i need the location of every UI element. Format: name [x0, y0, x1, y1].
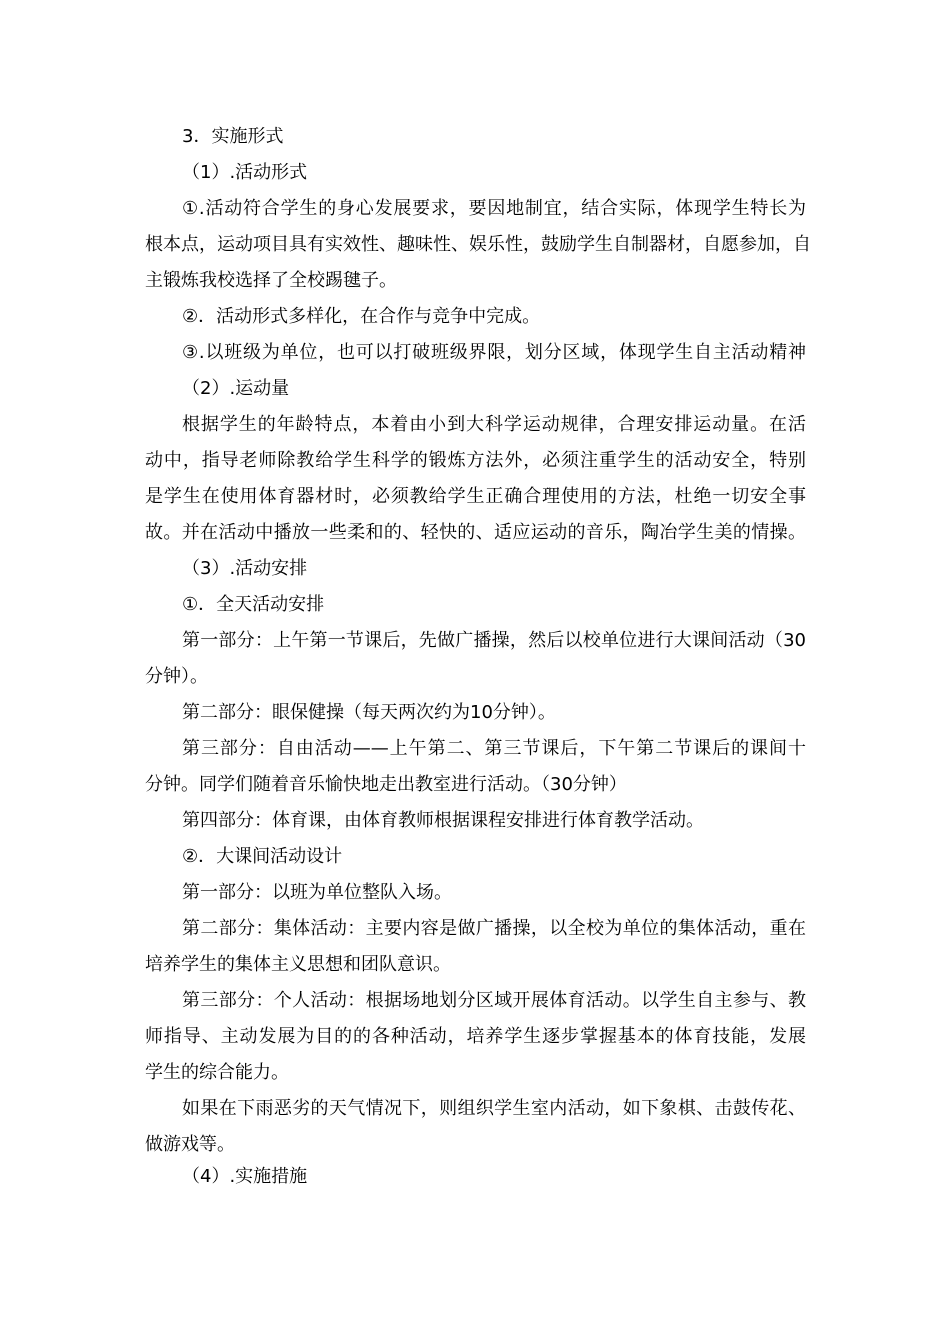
- text-line: （3）.活动安排: [182, 558, 308, 579]
- paragraph-line: [0, 737, 950, 761]
- text-line: ②．活动形式多样化，在合作与竞争中完成。: [182, 306, 541, 327]
- paragraph-line: [0, 233, 950, 257]
- text-line: 第四部分：体育课，由体育教师根据课程安排进行体育教学活动。: [182, 810, 704, 831]
- paragraph-line: [0, 341, 950, 365]
- paragraph-line: [0, 881, 950, 905]
- text-line: 根据学生的年龄特点，本着由小到大科学运动规律，合理安排运动量。在活: [182, 414, 806, 435]
- paragraph-line: [0, 1133, 950, 1157]
- text-line: ③.以班级为单位，也可以打破班级界限，划分区域，体现学生自主活动精神: [182, 342, 806, 363]
- paragraph-line: [0, 989, 950, 1013]
- text-line: ①．全天活动安排: [182, 594, 325, 615]
- paragraph-line: [0, 485, 950, 509]
- paragraph-line: [0, 809, 950, 833]
- paragraph-line: [0, 917, 950, 941]
- paragraph-line: [0, 845, 950, 869]
- text-line: ①.活动符合学生的身心发展要求，要因地制宜，结合实际，体现学生特长为: [182, 198, 806, 219]
- paragraph-line: [0, 1025, 950, 1049]
- subsection-heading: [0, 557, 950, 581]
- subsection-heading: [0, 161, 950, 185]
- text-line: 学生的综合能力。: [145, 1062, 289, 1083]
- paragraph-line: [0, 521, 950, 545]
- text-line: 培养学生的集体主义思想和团队意识。: [145, 954, 451, 975]
- paragraph-line: [0, 665, 950, 689]
- text-line: 如果在下雨恶劣的天气情况下，则组织学生室内活动，如下象棋、击鼓传花、: [182, 1098, 806, 1119]
- paragraph-line: [0, 701, 950, 725]
- text-line: ②．大课间活动设计: [182, 846, 343, 867]
- text-line: （2）.运动量: [182, 378, 290, 399]
- text-line: 3．实施形式: [182, 126, 284, 147]
- text-line: 做游戏等。: [145, 1134, 235, 1155]
- section-heading: [0, 125, 950, 149]
- text-line: 第三部分：自由活动——上午第二、第三节课后，下午第二节课后的课间十: [182, 738, 806, 759]
- text-line: 根本点，运动项目具有实效性、趣味性、娱乐性，鼓励学生自制器材，自愿参加，自: [145, 234, 811, 255]
- subsection-heading: [0, 377, 950, 401]
- paragraph-line: [0, 1097, 950, 1121]
- text-line: 分钟）。: [145, 666, 208, 687]
- text-line: 第一部分：上午第一节课后，先做广播操，然后以校单位进行大课间活动（30: [182, 630, 806, 651]
- text-line: 第三部分：个人活动：根据场地划分区域开展体育活动。以学生自主参与、教: [182, 990, 806, 1011]
- paragraph-line: [0, 197, 950, 221]
- text-line: 第一部分：以班为单位整队入场。: [182, 882, 452, 903]
- text-line: 主锻炼我校选择了全校踢毽子。: [145, 270, 397, 291]
- paragraph-line: [0, 1061, 950, 1085]
- paragraph-line: [0, 953, 950, 977]
- text-line: 第二部分：眼保健操（每天两次约为10分钟）。: [182, 702, 556, 723]
- text-line: 动中，指导老师除教给学生科学的锻炼方法外，必须注重学生的活动安全，特别: [145, 450, 806, 471]
- text-line: （4）.实施措施: [182, 1166, 308, 1187]
- paragraph-line: [0, 593, 950, 617]
- subsection-heading: [0, 1165, 950, 1189]
- paragraph-line: [0, 305, 950, 329]
- text-line: 故。并在活动中播放一些柔和的、轻快的、适应运动的音乐，陶冶学生美的情操。: [145, 522, 806, 543]
- text-line: 是学生在使用体育器材时，必须教给学生正确合理使用的方法，杜绝一切安全事: [145, 486, 806, 507]
- paragraph-line: [0, 449, 950, 473]
- text-line: 分钟。同学们随着音乐愉快地走出教室进行活动。（30分钟）: [145, 774, 627, 795]
- text-line: （1）.活动形式: [182, 162, 308, 183]
- paragraph-line: [0, 269, 950, 293]
- paragraph-line: [0, 773, 950, 797]
- paragraph-line: [0, 629, 950, 653]
- paragraph-line: [0, 413, 950, 437]
- text-line: 师指导、主动发展为目的的各种活动，培养学生逐步掌握基本的体育技能，发展: [145, 1026, 806, 1047]
- text-line: 第二部分：集体活动：主要内容是做广播操，以全校为单位的集体活动，重在: [182, 918, 806, 939]
